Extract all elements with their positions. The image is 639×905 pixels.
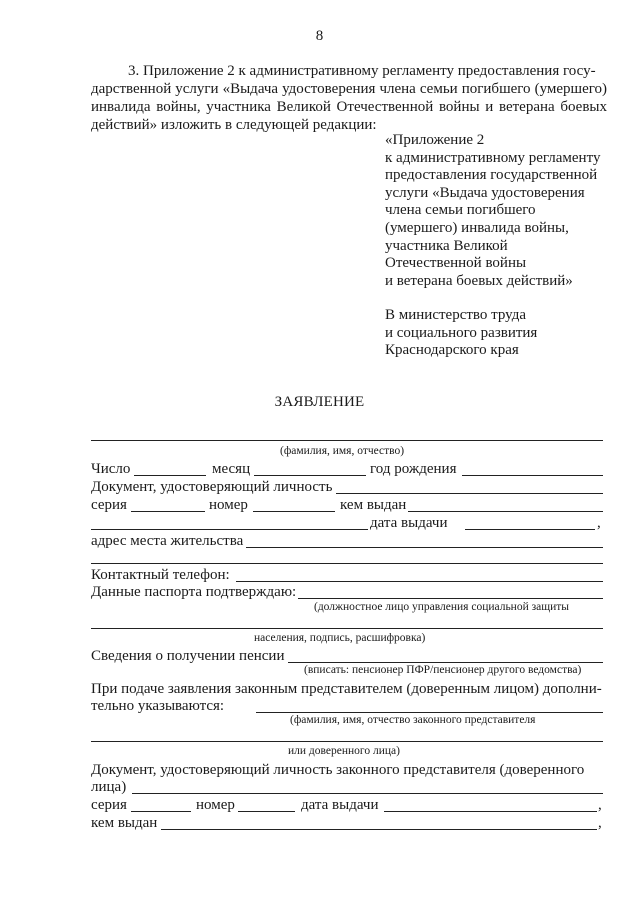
representative-issue-date-field[interactable] <box>384 811 597 812</box>
address-label: адрес места жительства <box>91 533 244 549</box>
issued-by-continuation-field[interactable] <box>91 529 368 530</box>
pension-caption: (вписать: пенсионер ПФР/пенсионер другого ведомства) <box>304 664 582 676</box>
number-field[interactable] <box>253 511 335 512</box>
appendix-line: Отечественной войны <box>385 255 527 272</box>
fio-caption: (фамилия, имя, отчество) <box>280 445 405 457</box>
representative-name-field[interactable] <box>256 712 603 713</box>
official-caption: (должностное лицо управления социальной защиты <box>314 601 570 613</box>
issue-date-field[interactable] <box>465 529 595 530</box>
day-field[interactable] <box>134 475 206 476</box>
passport-confirm-label: Данные паспорта подтверждаю: <box>91 584 297 600</box>
pension-field[interactable] <box>288 662 603 663</box>
address-continuation-field[interactable] <box>91 563 603 564</box>
id-document-label: Документ, удостоверяющий личность <box>91 479 333 495</box>
birth-year-field[interactable] <box>462 475 603 476</box>
representative-issued-by-label: кем выдан <box>91 815 158 831</box>
comma: , <box>598 815 602 831</box>
addressee-line: Краснодарского края <box>385 342 519 359</box>
appendix-line: участника Великой <box>385 237 508 254</box>
issued-by-label: кем выдан <box>340 497 407 513</box>
addressee-line: В министерство труда <box>385 307 527 323</box>
addressee-line: и социального развития <box>385 324 538 341</box>
representative-number-label: номер <box>196 797 235 813</box>
month-label: месяц <box>212 461 251 477</box>
appendix-block <box>385 132 620 290</box>
representative-doc-line-1: Документ, удостоверяющий личность законного представителя (доверенного <box>91 762 585 778</box>
representative-number-field[interactable] <box>238 811 295 812</box>
appendix-line: «Приложение 2 <box>385 132 485 148</box>
representative-series-label: серия <box>91 797 127 813</box>
appendix-line: (умершего) инвалида войны, <box>385 219 569 236</box>
representative-series-field[interactable] <box>131 811 191 812</box>
representative-doc-line-2: лица) <box>91 779 127 795</box>
issued-by-field[interactable] <box>408 511 603 512</box>
intro-line-1: 3. Приложение 2 к административному регламенту предоставления госу- <box>128 63 596 79</box>
representative-name-continuation-field[interactable] <box>91 741 603 742</box>
birth-year-label: год рождения <box>370 461 457 477</box>
passport-confirm-field[interactable] <box>298 598 603 599</box>
representative-issued-by-field[interactable] <box>161 829 597 830</box>
comma: , <box>598 797 602 813</box>
fio-field[interactable] <box>91 440 603 441</box>
address-field[interactable] <box>246 547 603 548</box>
official-caption-2: населения, подпись, расшифровка) <box>254 632 426 644</box>
representative-text-line-1: При подаче заявления законным представителем (доверенным лицом) дополни- <box>91 681 602 697</box>
appendix-line: к административному регламенту <box>385 149 601 166</box>
id-document-field[interactable] <box>336 493 603 494</box>
appendix-line: предоставления государственной <box>385 167 598 184</box>
number-label: номер <box>209 497 248 513</box>
page-number: 8 <box>315 28 324 44</box>
phone-field[interactable] <box>236 581 603 582</box>
representative-caption-2: или доверенного лица) <box>288 745 400 757</box>
issue-date-label: дата выдачи <box>370 515 448 531</box>
representative-issue-date-label: дата выдачи <box>301 797 379 813</box>
representative-caption: (фамилия, имя, отчество законного представителя <box>290 714 536 726</box>
day-label: Число <box>91 461 131 477</box>
phone-label: Контактный телефон: <box>91 567 230 583</box>
month-field[interactable] <box>254 475 366 476</box>
series-field[interactable] <box>131 511 205 512</box>
addressee-block <box>385 307 620 360</box>
comma: , <box>597 515 601 531</box>
intro-rest: дарственной услуги «Выдача удостоверения члена семьи погибшего (умершего) инвалида войны, участника Великой Отечественной войны и ветерана боевых действий» изложить в следующей редакции: <box>91 81 607 133</box>
representative-text-line-2: тельно указываются: <box>91 698 225 714</box>
appendix-line: услуги «Выдача удостоверения <box>385 184 585 201</box>
appendix-line: члена семьи погибшего <box>385 202 536 219</box>
representative-doc-field[interactable] <box>132 793 603 794</box>
series-label: серия <box>91 497 127 513</box>
document-title: ЗАЯВЛЕНИЕ <box>274 394 365 410</box>
intro-paragraph <box>91 62 607 134</box>
pension-label: Сведения о получении пенсии <box>91 648 285 664</box>
appendix-line: и ветерана боевых действий» <box>385 272 573 289</box>
official-signature-field[interactable] <box>91 628 603 629</box>
